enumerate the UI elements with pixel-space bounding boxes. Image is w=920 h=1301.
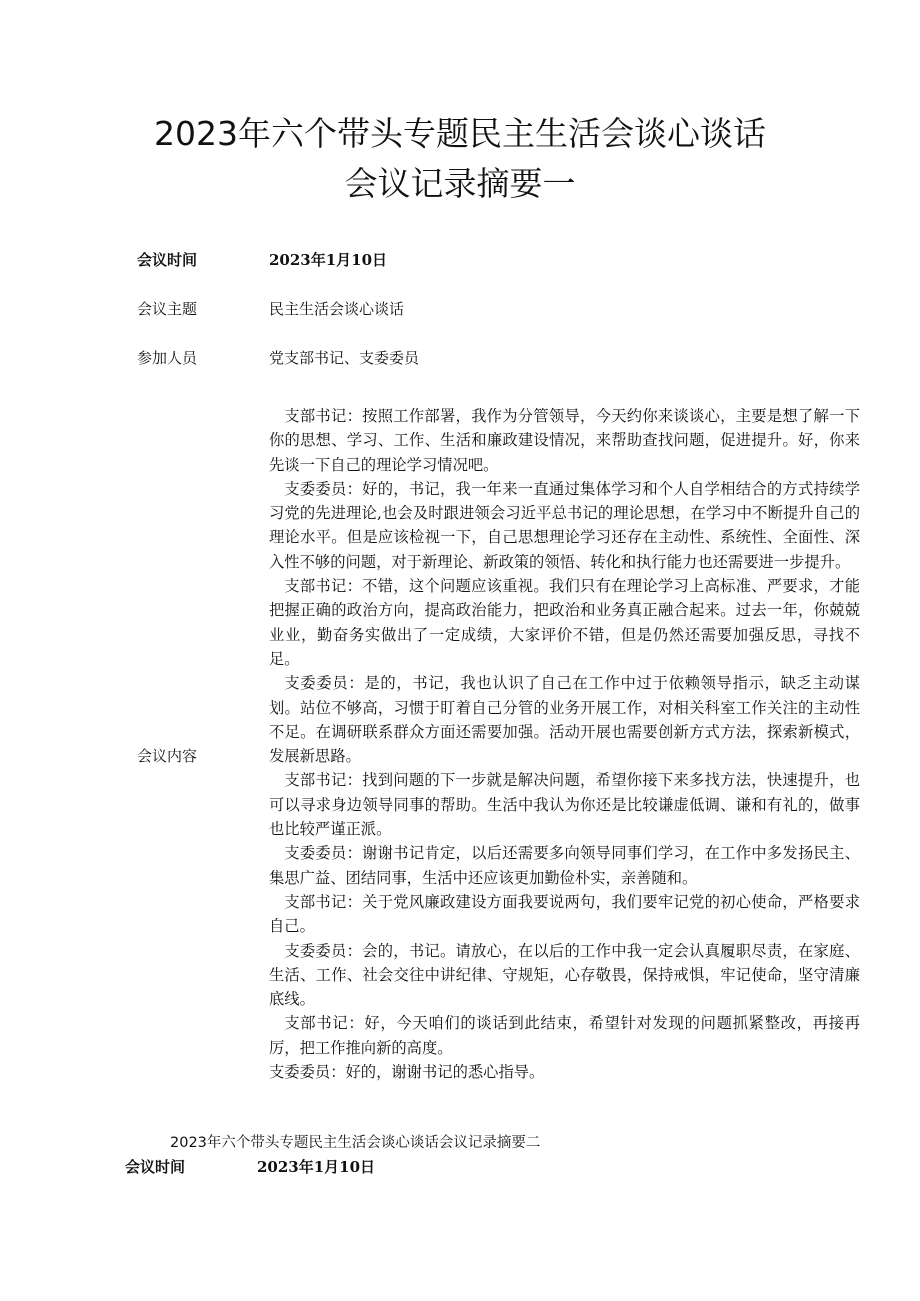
document-title-line1: 2023年六个带头专题民主生活会谈心谈话	[154, 114, 766, 153]
participants-value: 党支部书记、支委委员	[269, 349, 420, 367]
second-meeting-time-label: 会议时间	[125, 1158, 186, 1176]
participants-label: 参加人员	[137, 349, 198, 367]
content-paragraph: 支部书记：按照工作部署，我作为分管领导，今天约你来谈谈心，主要是想了解一下你的思想、学习、工作、生活和廉政建设情况，来帮助查找问题，促进提升。好，你来先谈一下自己的理论学习情况吧。	[269, 407, 860, 474]
meeting-time-value: 2023年1月10日	[269, 251, 388, 269]
content-paragraph: 支委委员：好的，书记，我一年来一直通过集体学习和个人自学相结合的方式持续学习党的先进理论,也会及时跟进领会习近平总书记的理论思想，在学习中不断提升自己的理论水平。但是应该检视一下，自己思想理论学习还存在主动性、系统性、全面性、深入性不够的问题，对于新理论、新政策的领悟、转化和执行能力也还需要进一步提升。	[269, 479, 860, 571]
second-meeting-time-value: 2023年1月10日	[257, 1158, 376, 1176]
meeting-time-label: 会议时间	[137, 251, 198, 269]
content-paragraph: 支部书记：关于党风廉政建设方面我要说两句，我们要牢记党的初心使命，严格要求自己。	[269, 892, 860, 936]
content-paragraph: 支委委员：会的，书记。请放心，在以后的工作中我一定会认真履职尽责，在家庭、生活、工作、社会交往中讲纪律、守规矩，心存敬畏，保持戒惧，牢记使命，坚守清廉底线。	[269, 941, 860, 1009]
content-paragraph: 支部书记：不错，这个问题应该重视。我们只有在理论学习上高标准、严要求，才能把握正确的政治方向，提高政治能力，把政治和业务真正融合起来。过去一年，你兢兢业业，勤奋务实做出了一定成绩，大家评价不错，但是仍然还需要加强反思，寻找不足。	[269, 577, 860, 668]
content-paragraph: 支部书记：好，今天咱们的谈话到此结束，希望针对发现的问题抓紧整改，再接再厉，把工作推向新的高度。	[269, 1014, 860, 1057]
second-record-title: 2023年六个带头专题民主生活会谈心谈话会议记录摘要二	[170, 1135, 541, 1151]
meeting-topic-label: 会议主题	[137, 300, 198, 318]
meeting-topic-value: 民主生活会谈心谈话	[269, 300, 405, 318]
meeting-content-label: 会议内容	[137, 747, 198, 765]
content-paragraph: 支部书记：找到问题的下一步就是解决问题，希望你接下来多找方法，快速提升，也可以寻求身边领导同事的帮助。生活中我认为你还是比较谦虚低调、谦和有礼的，做事也比较严谨正派。	[269, 771, 860, 839]
content-paragraph: 支委委员：是的，书记，我也认识了自己在工作中过于依赖领导指示，缺乏主动谋划。站位不够高，习惯于盯着自己分管的业务开展工作，对相关科室工作关注的主动性不足。在调研联系群众方面还需要加强。活动开展也需要创新方式方法，探索新模式，发展新思路。	[269, 674, 860, 766]
document-title-line2: 会议记录摘要一	[344, 164, 576, 203]
meeting-content	[269, 404, 860, 1084]
content-paragraph: 支委委员：好的，谢谢书记的悉心指导。	[269, 1063, 545, 1082]
content-paragraph: 支委委员：谢谢书记肯定，以后还需要多向领导同事们学习，在工作中多发扬民主、集思广益、团结同事，生活中还应该更加勤俭朴实，亲善随和。	[269, 844, 860, 887]
